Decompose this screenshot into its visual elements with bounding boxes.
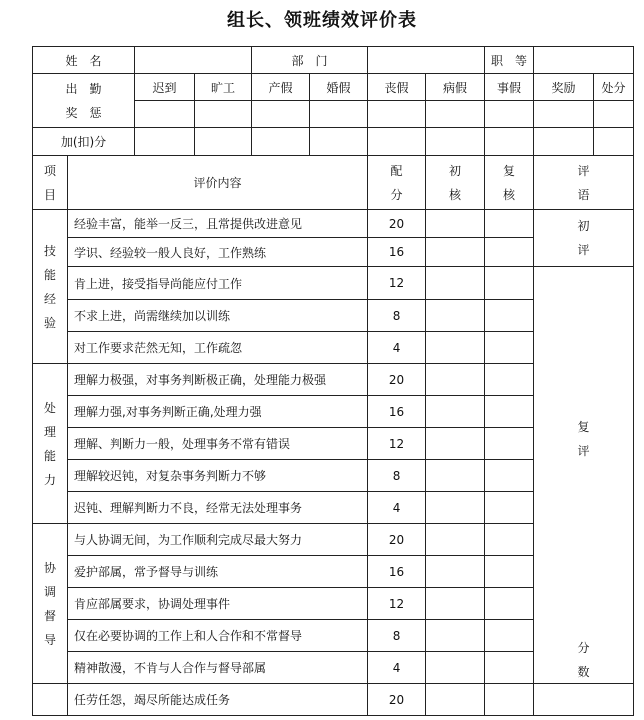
second-review-cell[interactable] <box>485 652 534 684</box>
remark-char: 评 <box>577 243 590 257</box>
criterion-score: 16 <box>368 238 426 267</box>
second-review-header: 复 核 <box>485 156 534 210</box>
criterion-text: 学识、经验较一般人良好，工作熟练 <box>68 238 368 267</box>
adjust-cell[interactable] <box>195 128 252 156</box>
criterion-text: 肯上进，接受指导尚能应付工作 <box>68 267 368 300</box>
first-review-cell[interactable] <box>426 556 485 588</box>
criterion-score: 20 <box>368 524 426 556</box>
attendance-value-cell[interactable] <box>426 101 485 128</box>
first-review-header: 初 核 <box>426 156 485 210</box>
second-review-cell[interactable] <box>485 588 534 620</box>
criterion-score: 12 <box>368 428 426 460</box>
criterion-score: 4 <box>368 652 426 684</box>
attendance-value-cell[interactable] <box>135 101 195 128</box>
criterion-text: 理解较迟钝，对复杂事务判断力不够 <box>68 460 368 492</box>
remark-char: 评 <box>577 444 590 458</box>
criterion-text: 任劳任怨，竭尽所能达成任务 <box>68 684 368 716</box>
criterion-score: 20 <box>368 210 426 238</box>
attendance-col-header: 丧假 <box>368 74 426 101</box>
second-review-cell[interactable] <box>485 684 534 716</box>
first-review-cell[interactable] <box>426 492 485 524</box>
section-category <box>33 684 68 716</box>
comment-header: 评 语 <box>534 156 634 210</box>
criterion-score: 12 <box>368 267 426 300</box>
section-category-char: 技 <box>43 243 56 258</box>
section-category-char: 能 <box>43 448 56 463</box>
attendance-value-cell[interactable] <box>195 101 252 128</box>
criterion-score: 8 <box>368 460 426 492</box>
rank-value[interactable] <box>534 47 634 74</box>
section-category-char: 督 <box>43 608 56 623</box>
criterion-score: 8 <box>368 300 426 332</box>
section-category-char: 处 <box>43 400 56 415</box>
criterion-text: 精神散漫，不肯与人合作与督导部属 <box>68 652 368 684</box>
attendance-col-header: 病假 <box>426 74 485 101</box>
first-review-cell[interactable] <box>426 332 485 364</box>
criterion-text: 理解力极强，对事务判断极正确，处理能力极强 <box>68 364 368 396</box>
section-category-char: 力 <box>43 472 56 487</box>
first-review-cell[interactable] <box>426 460 485 492</box>
second-review-cell[interactable] <box>485 210 534 238</box>
attendance-col-header: 事假 <box>485 74 534 101</box>
second-review-cell[interactable] <box>485 428 534 460</box>
second-review-cell[interactable] <box>485 267 534 300</box>
evaluation-form <box>32 46 634 716</box>
section-category-char: 协 <box>43 560 56 575</box>
adjust-cell[interactable] <box>594 128 634 156</box>
criterion-score: 4 <box>368 492 426 524</box>
attendance-col-header: 处分 <box>594 74 634 101</box>
attendance-col-header: 产假 <box>252 74 310 101</box>
criterion-text: 不求上进，尚需继续加以训练 <box>68 300 368 332</box>
second-review-cell[interactable] <box>485 556 534 588</box>
section-category-char: 导 <box>43 632 56 647</box>
criterion-text: 与人协调无间，为工作顺利完成尽最大努力 <box>68 524 368 556</box>
attendance-col-header: 迟到 <box>135 74 195 101</box>
second-review-cell[interactable] <box>485 300 534 332</box>
first-review-cell[interactable] <box>426 364 485 396</box>
attendance-label-top: 出 勤 <box>65 81 102 96</box>
attendance-value-cell[interactable] <box>310 101 368 128</box>
attendance-value-cell[interactable] <box>485 101 534 128</box>
section-category-char: 调 <box>43 584 56 599</box>
adjust-cell[interactable] <box>310 128 368 156</box>
criterion-text: 仅在必要协调的工作上和人合作和不常督导 <box>68 620 368 652</box>
section-category-char: 理 <box>43 424 56 439</box>
criterion-score: 16 <box>368 396 426 428</box>
dept-label: 部 门 <box>252 47 368 74</box>
first-review-cell[interactable] <box>426 210 485 238</box>
attendance-value-cell[interactable] <box>534 101 594 128</box>
adjust-cell[interactable] <box>534 128 594 156</box>
second-review-cell[interactable] <box>485 364 534 396</box>
remark-char: 分 <box>577 641 590 655</box>
form-title: 组长、领班绩效评价表 <box>227 10 417 31</box>
attendance-label <box>33 74 135 128</box>
rank-label: 职 等 <box>485 47 534 74</box>
first-review-cell[interactable] <box>426 300 485 332</box>
criterion-score: 20 <box>368 364 426 396</box>
remark-second[interactable] <box>534 267 634 684</box>
second-review-cell[interactable] <box>485 238 534 267</box>
name-label: 姓 名 <box>33 47 135 74</box>
dept-value[interactable] <box>368 47 485 74</box>
first-review-cell[interactable] <box>426 620 485 652</box>
second-review-cell[interactable] <box>485 332 534 364</box>
criterion-text: 理解、判断力一般，处理事务不常有错误 <box>68 428 368 460</box>
criterion-text: 迟钝、理解判断力不良，经常无法处理事务 <box>68 492 368 524</box>
section-category <box>33 210 68 364</box>
attendance-col-header: 婚假 <box>310 74 368 101</box>
content-header: 评价内容 <box>68 156 368 210</box>
attendance-label-bottom: 奖 惩 <box>65 105 102 120</box>
second-review-cell[interactable] <box>485 460 534 492</box>
first-review-cell[interactable] <box>426 652 485 684</box>
attendance-value-cell[interactable] <box>252 101 310 128</box>
adjust-cell[interactable] <box>135 128 195 156</box>
second-review-cell[interactable] <box>485 524 534 556</box>
attendance-value-cell[interactable] <box>368 101 426 128</box>
adjust-cell[interactable] <box>368 128 426 156</box>
second-review-cell[interactable] <box>485 620 534 652</box>
first-review-cell[interactable] <box>426 428 485 460</box>
attendance-col-header: 旷工 <box>195 74 252 101</box>
remark-char: 复 <box>577 420 590 434</box>
second-review-cell[interactable] <box>485 396 534 428</box>
remark-char: 初 <box>577 219 590 233</box>
criterion-text: 经验丰富，能举一反三，且常提供改进意见 <box>68 210 368 238</box>
criterion-score: 20 <box>368 684 426 716</box>
criterion-score: 12 <box>368 588 426 620</box>
first-review-cell[interactable] <box>426 267 485 300</box>
criterion-text: 肯应部属要求，协调处理事件 <box>68 588 368 620</box>
first-review-cell[interactable] <box>426 524 485 556</box>
adjust-label: 加(扣)分 <box>33 128 135 156</box>
criterion-score: 16 <box>368 556 426 588</box>
remark-score[interactable] <box>534 641 634 716</box>
criterion-text: 对工作要求茫然无知，工作疏忽 <box>68 332 368 364</box>
attendance-col-header: 奖励 <box>534 74 594 101</box>
first-review-cell[interactable] <box>426 684 485 716</box>
criterion-text: 爱护部属，常予督导与训练 <box>68 556 368 588</box>
remark-first[interactable] <box>534 210 634 267</box>
name-value[interactable] <box>135 47 252 74</box>
criterion-score: 4 <box>368 332 426 364</box>
remark-char: 数 <box>577 665 590 679</box>
attendance-value-cell[interactable] <box>594 101 634 128</box>
first-review-cell[interactable] <box>426 396 485 428</box>
section-category <box>33 364 68 524</box>
section-category-char: 验 <box>43 315 56 330</box>
adjust-cell[interactable] <box>426 128 485 156</box>
score-header: 配 分 <box>368 156 426 210</box>
criterion-text: 理解力强,对事务判断正确,处理力强 <box>68 396 368 428</box>
section-category <box>33 524 68 684</box>
section-category-char: 经 <box>43 291 56 306</box>
item-header: 项 目 <box>33 156 68 210</box>
criterion-score: 8 <box>368 620 426 652</box>
section-category-char: 能 <box>43 267 56 282</box>
adjust-cell[interactable] <box>252 128 310 156</box>
first-review-cell[interactable] <box>426 238 485 267</box>
first-review-cell[interactable] <box>426 588 485 620</box>
adjust-cell[interactable] <box>485 128 534 156</box>
second-review-cell[interactable] <box>485 492 534 524</box>
